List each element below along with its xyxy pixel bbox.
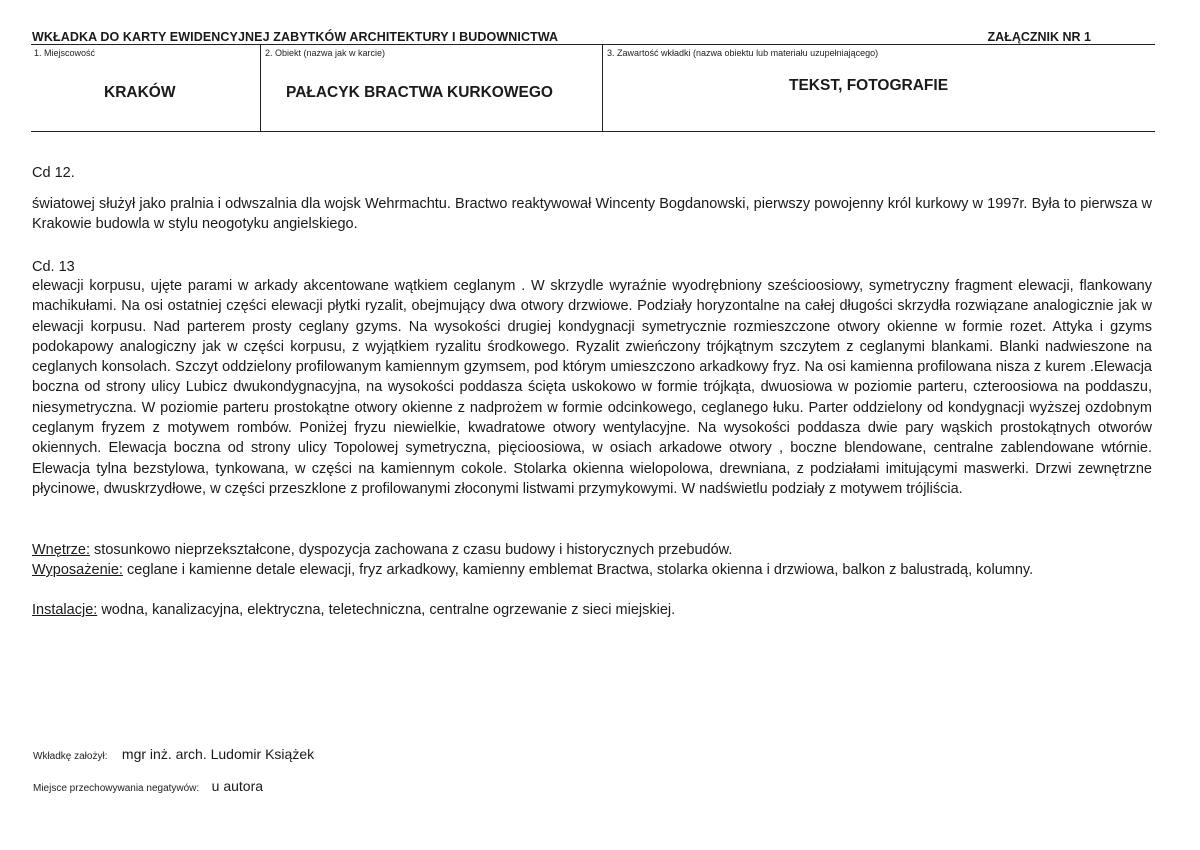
sheet-title: WKŁADKA DO KARTY EWIDENCYJNEJ ZABYTKÓW ARCHITEKTURY I BUDOWNICTWA (32, 30, 559, 44)
author-row (33, 746, 314, 764)
equipment-paragraph (32, 560, 1152, 580)
interior-text: stosunkowo nieprzekształcone, dyspozycja zachowana z czasu budowy i historycznych przebudów. (90, 542, 733, 558)
author-label: Wkładkę założył: (33, 751, 108, 762)
locality-label: 1. Miejscowość (34, 48, 96, 58)
cell-divider (602, 45, 603, 132)
installations-label: Instalacje: (32, 602, 98, 618)
locality-value: KRAKÓW (104, 84, 176, 101)
storage-row (33, 778, 263, 796)
cd12-heading: Cd 12. (32, 165, 75, 181)
equipment-text: ceglane i kamienne detale elewacji, fryz arkadkowy, kamienny emblemat Bractwa, stolarka okienna i drzwiowa, balkon z balustradą, kolumny. (122, 562, 1034, 578)
annex-number: ZAŁĄCZNIK NR 1 (987, 30, 1091, 44)
table-bottom-divider (31, 131, 1155, 132)
storage-value: u autora (211, 778, 264, 794)
content-value: TEKST, FOTOGRAFIE (789, 77, 949, 94)
installations-text: wodna, kanalizacyjna, elektryczna, teletechniczna, centralne ogrzewanie z sieci miejskiej. (97, 602, 676, 618)
equipment-label: Wyposażenie: (32, 562, 123, 578)
installations-paragraph (32, 600, 1152, 620)
cell-divider (260, 45, 261, 132)
interior-paragraph (32, 540, 1152, 560)
object-label: 2. Obiekt (nazwa jak w karcie) (265, 48, 386, 58)
storage-label: Miejsce przechowywania negatywów: (33, 783, 200, 794)
header-divider (31, 44, 1155, 45)
cd13-heading: Cd. 13 (32, 259, 75, 275)
object-value: PAŁACYK BRACTWA KURKOWEGO (286, 84, 553, 101)
cd12-text: światowej służył jako pralnia i odwszalnia dla wojsk Wehrmachtu. Bractwo reaktywował Wincenty Bogdanowski, pierwszy powojenny król kurkowy w 1997r. Była to pierwsza w Krakowie budowla w stylu neogotyku angielskiego. (32, 196, 1152, 233)
cd13-text: elewacji korpusu, ujęte parami w arkady akcentowane wątkiem ceglanym . W skrzydle wyraźnie wyodrębniony sześcioosiowy, symetryczny fragment elewacji, flankowany machikułami. Na osi ostatniej części elewacji płytki ryzalit, obejmujący dwa otwory drzwiowe. Podziały horyzontalne na całej długości skrzydła rozwiązane analogicznie jak w elewacji korpusu. Nad parterem prosty ceglany gzyms. Na wysokości drugiej kondygnacji symetrycznie rozmieszczone otwory okienne w formie rozet. Attyka i gzyms podokapowy analogiczny jak w części korpusu, z wyjątkiem ryzalitu środkowego. Ryzalit zwieńczony trójkątnym szczytem z ceglanymi blankami. Blanki nadwieszone na ceglanych konsolach. Szczyt oddzielony profilowanym kamiennym gzymsem, pod którym umieszczono arkadkowy fryz. Na osi kamienna profilowana nisza z kurem .Elewacja boczna od strony ulicy Lubicz dwukondygnacyjna, na wysokości poddasza ścięta uskokowo w formie trójkąta, dwuosiowa w poziomie parteru, czteroosiowa na poddaszu, niesymetryczna. W poziomie parteru prostokątne otwory okienne z nadprożem w formie odcinkowego, ceglanego łuku. Parter oddzielony od kondygnacji wyższej ozdobnym ceglanym fryzem z motywem rombów. Poniżej fryzu niewielkie, kwadratowe otwory wentylacyjne. Na wysokości poddasza dwie pary wąskich prostokątnych otworów okiennych. Elewacja boczna od strony ulicy Topolowej symetryczna, pięcioosiowa, w osiach arkadowe otwory , boczne blendowane, centralne zablendowane wtórnie. Elewacja tylna bezstylowa, tynkowana, w części na kamiennym cokole. Stolarka okienna wielopolowa, drewniana, z podziałami imitującymi maswerki. Drzwi zewnętrzne płycinowe, dwuskrzydłowe, w części przeszklone z profilowanymi złoconymi listwami przymykowymi. W nadświetlu podziały z motywem trójliścia. (32, 278, 1152, 497)
content-label: 3. Zawartość wkładki (nazwa obiektu lub materiału uzupełniającego) (607, 48, 879, 58)
interior-label: Wnętrze: (32, 542, 91, 558)
author-value: mgr inż. arch. Ludomir Książek (121, 746, 315, 762)
